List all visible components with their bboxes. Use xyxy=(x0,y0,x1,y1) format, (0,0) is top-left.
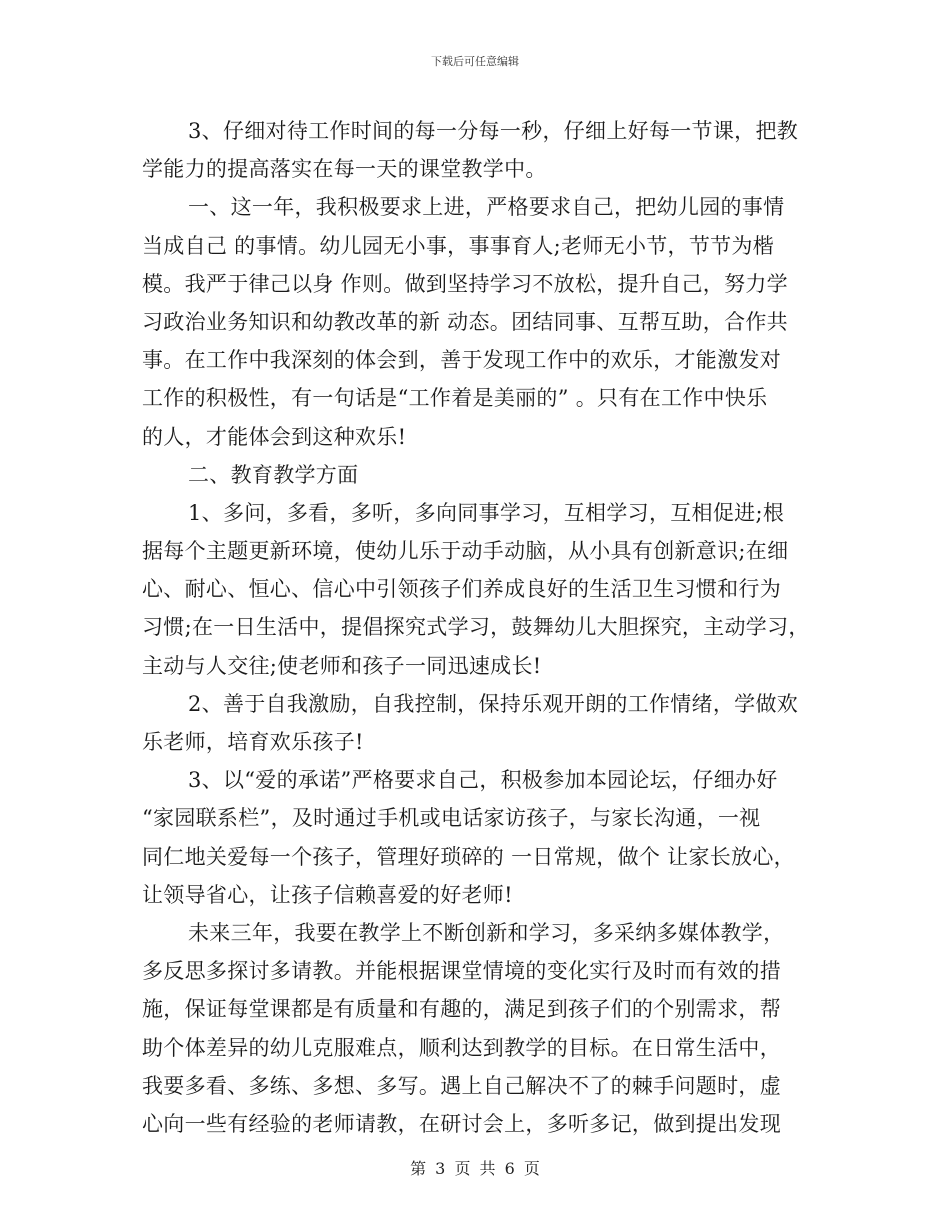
text-line: 据每个主题更新环境，使幼儿乐于动手动脑，从小具有创新意识;在细 xyxy=(142,539,789,564)
text-line: 乐老师，培育欢乐孩子! xyxy=(142,730,364,754)
text-line: 同仁地关爱每一个孩子，管理好琐碎的 一日常规，做个 让家长放心， xyxy=(142,844,795,869)
text-line: 让领导省心，让孩子信赖喜爱的好老师! xyxy=(142,882,513,907)
text-line: 的人，才能体会到这种欢乐! xyxy=(142,424,407,449)
text-line: 事。在工作中我深刻的体会到，善于发现工作中的欢乐，才能激发对 xyxy=(142,348,781,373)
text-line: 学能力的提高落实在每一天的课堂教学中。 xyxy=(142,157,547,182)
text-line: 助个体差异的幼儿克服难点，顺利达到教学的目标。在日常生活中， xyxy=(142,1035,781,1060)
text-line: 心、耐心、恒心、信心中引领孩子们养成良好的生活卫生习惯和行为 xyxy=(142,577,781,602)
document-body xyxy=(142,112,814,1143)
text-line: 施，保证每堂课都是有质量和有趣的，满足到孩子们的个别需求，帮 xyxy=(142,997,781,1022)
text-line: 未来三年，我要在教学上不断创新和学习，多采纳多媒体教学， xyxy=(188,920,785,945)
page-number: 第 3 页 共 6 页 xyxy=(410,1159,540,1178)
text-line: 1、多问，多看，多听，多向同事学习，互相学习，互相促进;根 xyxy=(188,500,785,525)
text-line: 习惯;在一日生活中，提倡探究式学习，鼓舞幼儿大胆探究，主动学习， xyxy=(142,615,810,640)
text-line: 主动与人交往;使老师和孩子一同迅速成长! xyxy=(142,653,542,678)
text-line: 我要多看、多练、多想、多写。遇上自己解决不了的棘手问题时，虚 xyxy=(142,1073,781,1098)
text-line: 一、这一年，我积极要求上进，严格要求自己，把幼儿园的事情 xyxy=(188,195,785,220)
text-line: 模。我严于律己以身 作则。做到坚持学习不放松，提升自己，努力学 xyxy=(142,271,788,296)
text-line: 工作的积极性，有一句话是“工作着是美丽的” 。只有在工作中快乐 xyxy=(142,386,768,411)
text-line: 2、善于自我激励，自我控制，保持乐观开朗的工作情绪，学做欢 xyxy=(188,691,799,716)
text-line: 多反思多探讨多请教。并能根据课堂情境的变化实行及时而有效的措 xyxy=(142,959,781,984)
text-line: 心向一些有经验的老师请教，在研讨会上，多听多记，做到提出发现 xyxy=(142,1111,781,1136)
header-note: 下载后可任意编辑 xyxy=(431,55,519,68)
text-line: “家园联系栏”，及时通过手机或电话家访孩子，与家长沟通，一视 xyxy=(142,806,761,831)
text-line: 习政治业务知识和幼教改革的新 动态。团结同事、互帮互助，合作共 xyxy=(142,309,788,334)
text-line: 3、以“爱的承诺”严格要求自己，积极参加本园论坛，仔细办好 xyxy=(188,768,778,793)
text-line: 二、教育教学方面 xyxy=(188,462,359,487)
text-line: 3、仔细对待工作时间的每一分每一秒，仔细上好每一节课，把教 xyxy=(188,119,799,143)
text-line: 当成自己 的事情。幼儿园无小事，事事育人;老师无小节，节节为楷 xyxy=(142,233,775,258)
